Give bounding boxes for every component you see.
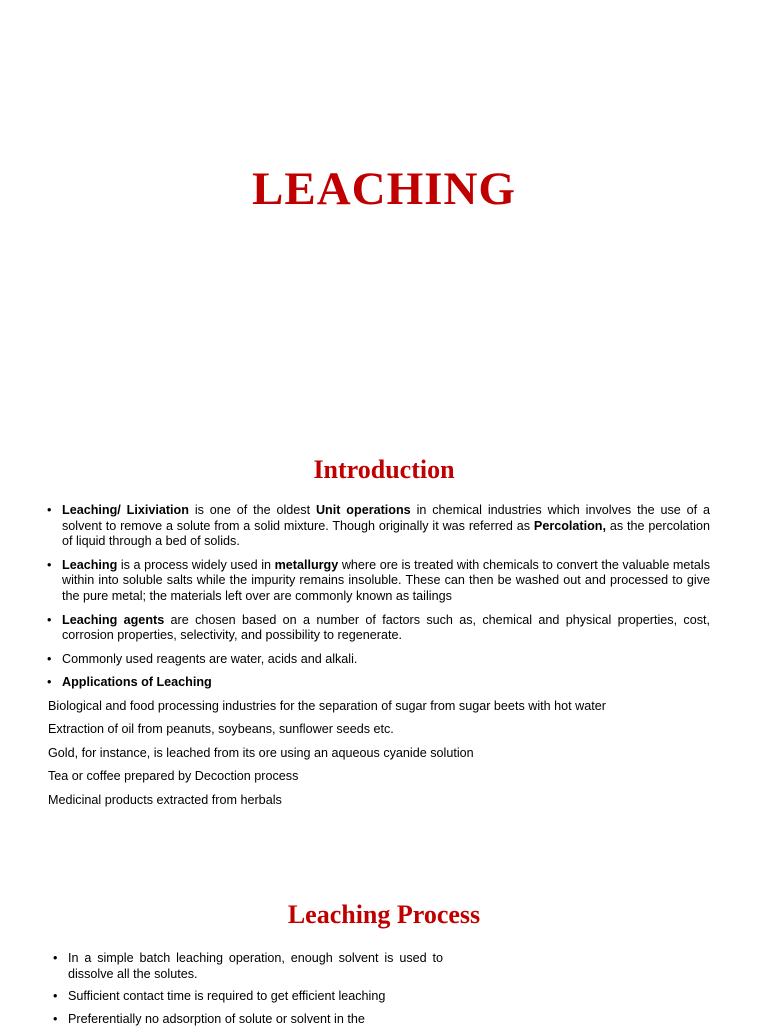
term-leaching-lixiviation: Leaching/ Lixiviation (62, 503, 189, 517)
introduction-bullet-list (62, 503, 710, 699)
applications-label: Applications of Leaching (62, 675, 212, 690)
application-line: Biological and food processing industries for the separation of sugar from sugar beets with hot water (48, 699, 606, 713)
bullet-leaching-agents: • Leaching agents are chosen based on a number of factors such as, chemical and physical properties, cost, corrosion properties, selectivity, and possibility to regenerate. (62, 613, 710, 644)
term-leaching: Leaching (62, 557, 118, 572)
leaching-process-heading: Leaching Process (287, 900, 481, 929)
bullet-leaching-metallurgy: • Leaching is a process widely used in metallurgy where ore is treated with chemicals to convert the valuable metals within into soluble salts while the impurity remains insoluble. These can then be washed out and processed to give the pure metal; the materials left over are commonly known as tailings (62, 558, 710, 605)
process-bullet-list (68, 951, 443, 1034)
introduction-heading: Introduction (313, 455, 455, 484)
application-line: Tea or coffee prepared by Decoction process (48, 769, 299, 783)
term-leaching-agents: Leaching agents (62, 612, 165, 627)
term-metallurgy: metallurgy (274, 557, 339, 572)
term-percolation: Percolation, (533, 518, 607, 533)
bullet-applications (62, 675, 710, 691)
term-unit-operations: Unit operations (315, 503, 411, 517)
process-bullet: • Sufficient contact time is required to get efficient leaching (68, 989, 443, 1005)
application-line: Medicinal products extracted from herbals (48, 793, 282, 807)
bullet-common-reagents: • Commonly used reagents are water, acids and alkali. (62, 652, 710, 668)
application-line: Extraction of oil from peanuts, soybeans, sunflower seeds etc. (48, 722, 394, 736)
process-bullet: • Preferentially no adsorption of solute or solvent in the (68, 1012, 443, 1028)
document-title: LEACHING (252, 163, 516, 215)
process-bullet: • In a simple batch leaching operation, enough solvent is used to dissolve all the solutes. (68, 951, 443, 982)
bullet-leaching-definition: • Leaching/ Lixiviation is one of the oldest Unit operations in chemical industries which involves the use of a solvent to remove a solute from a solid mixture. Though originally it was referred as Percolation, as the percolation of liquid through a bed of solids. (62, 503, 710, 550)
application-line: Gold, for instance, is leached from its ore using an aqueous cyanide solution (48, 746, 474, 760)
